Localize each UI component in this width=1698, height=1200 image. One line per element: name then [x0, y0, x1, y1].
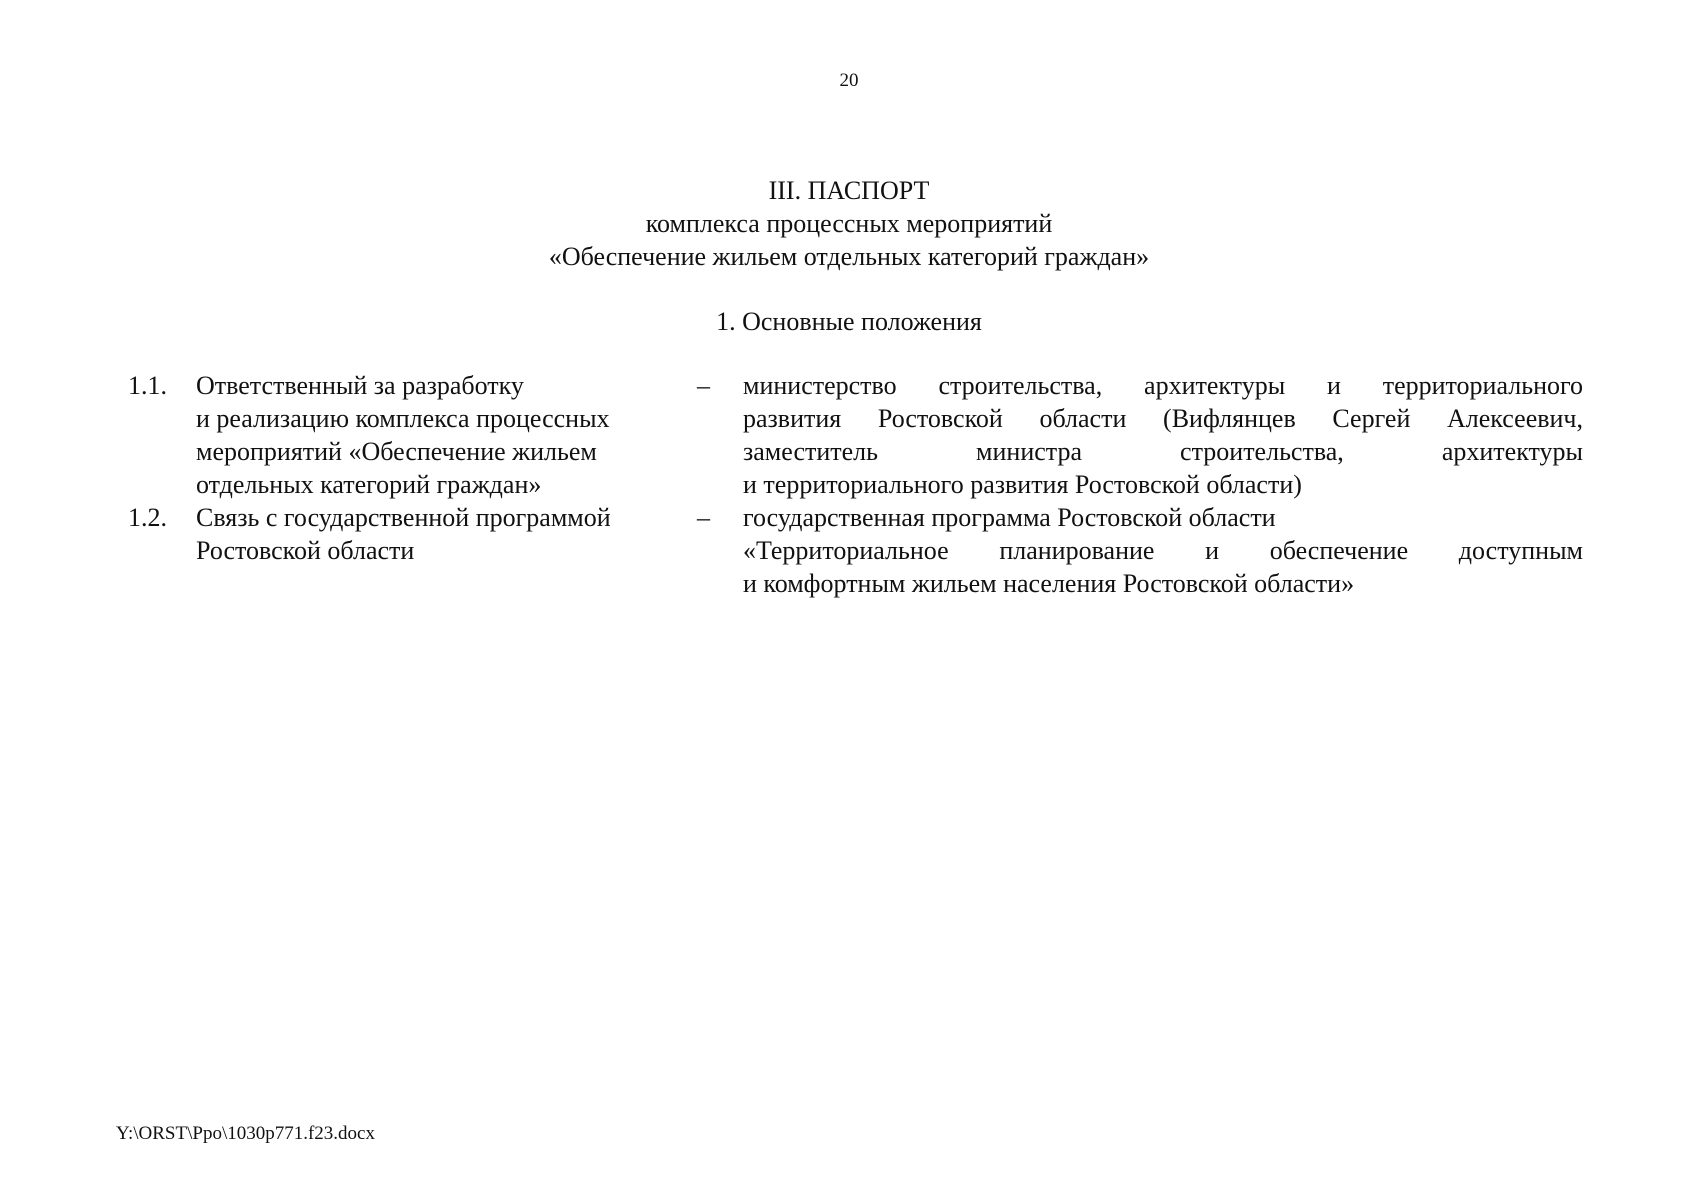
- row-value: [743, 501, 1583, 600]
- row-number: 1.2.: [128, 503, 167, 532]
- label-line: Ответственный за разработку: [196, 371, 524, 400]
- file-path-footer: Y:\ORST\Ppo\1030p771.f23.docx: [116, 1123, 375, 1144]
- page-number: 20: [839, 70, 859, 91]
- label-line: отдельных категорий граждан»: [196, 470, 542, 499]
- value-line: развития Ростовской области (Вифлянцев Сергей Алексеевич,: [743, 404, 1583, 433]
- row-number: 1.1.: [128, 371, 167, 400]
- heading-title: III. ПАСПОРТ: [768, 176, 930, 205]
- value-line: заместитель министра строительства, архитектуры: [743, 437, 1583, 466]
- section-title: 1. Основные положения: [716, 307, 982, 336]
- document-heading: [0, 174, 1698, 273]
- value-line: министерство строительства, архитектуры и территориального: [743, 371, 1583, 400]
- provision-row: [0, 369, 1698, 501]
- heading-complex-name: «Обеспечение жильем отдельных категорий граждан»: [548, 242, 1150, 271]
- provision-row: [0, 501, 1698, 600]
- row-label: [196, 369, 676, 501]
- row-dash: –: [697, 503, 710, 532]
- value-line: и комфортным жильем населения Ростовской области»: [743, 569, 1355, 598]
- label-line: и реализацию комплекса процессных: [196, 404, 610, 433]
- value-line: и территориального развития Ростовской области): [743, 470, 1302, 499]
- label-line: Ростовской области: [196, 536, 415, 565]
- label-line: мероприятий «Обеспечение жильем: [196, 437, 597, 466]
- row-value: [743, 369, 1583, 501]
- provisions-list: [0, 369, 1698, 600]
- heading-subtitle: комплекса процессных мероприятий: [645, 209, 1053, 238]
- row-label: [196, 501, 676, 567]
- label-line: Связь с государственной программой: [196, 503, 611, 532]
- value-line: «Территориальное планирование и обеспечение доступным: [743, 536, 1583, 565]
- row-dash: –: [697, 371, 710, 400]
- value-line: государственная программа Ростовской области: [743, 503, 1276, 532]
